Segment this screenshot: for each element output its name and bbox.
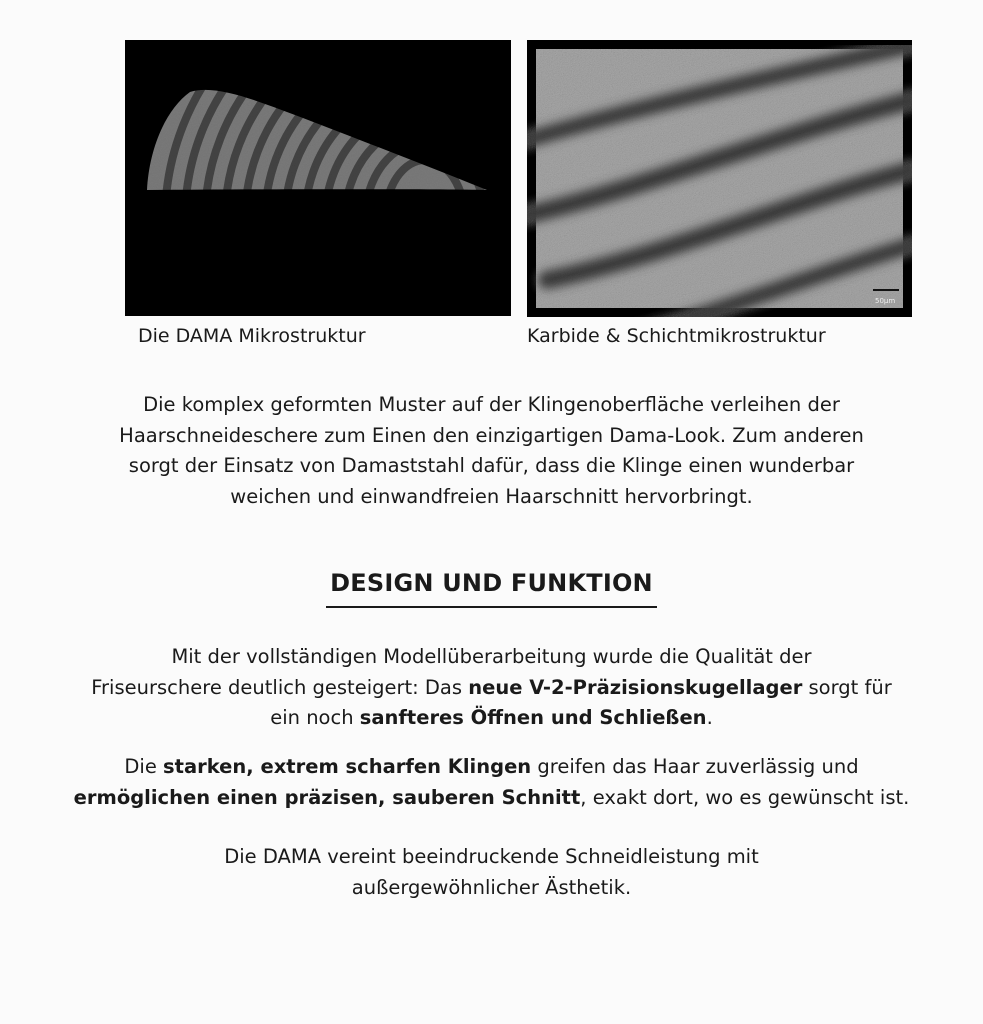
paragraph-line: außergewöhnlicher Ästhetik. (351, 875, 632, 899)
carbide-microstructure-image (527, 40, 912, 317)
opening-highlight: sanfteres Öffnen und Schließen (359, 706, 707, 729)
scale-bar-label: 50µm (875, 297, 896, 305)
intro-line: sorgt der Einsatz von Damaststahl dafür, dass die Klinge einen wunderbar (128, 454, 855, 477)
design-paragraph (60, 642, 923, 734)
closing-paragraph (60, 842, 923, 903)
intro-line: Haarschneideschere zum Einen den einzigartigen Dama-Look. Zum anderen (119, 423, 864, 447)
paragraph-line (60, 673, 923, 704)
blades-highlight: starken, extrem scharfen Klingen (163, 755, 532, 778)
section-heading-text: DESIGN UND FUNKTION (326, 566, 657, 608)
microstructure-image (125, 40, 511, 316)
text-run: , exakt dort, wo es gewünscht ist. (580, 785, 910, 809)
paragraph-line (60, 783, 923, 814)
left-figure-caption: Die DAMA Mikrostruktur (138, 325, 366, 347)
text-run: ein noch (270, 706, 360, 729)
intro-paragraph (60, 390, 923, 512)
intro-line: weichen und einwandfreien Haarschnitt hervorbringt. (230, 484, 753, 508)
paragraph-line: Die DAMA vereint beeindruckende Schneidleistung mit (224, 845, 759, 868)
cut-highlight: ermöglichen einen präzisen, sauberen Schnitt (73, 785, 581, 809)
intro-line: Die komplex geformten Muster auf der Klingenoberfläche verleihen der (143, 393, 840, 416)
text-run: sorgt für (802, 675, 892, 699)
paragraph-line (60, 752, 923, 783)
blades-paragraph (60, 752, 923, 813)
text-run: . (706, 706, 713, 729)
right-figure-caption: Karbide & Schichtmikrostruktur (527, 325, 826, 347)
blade-cross-section-graphic (125, 40, 511, 316)
paragraph-line (60, 703, 923, 734)
paragraph-line: Mit der vollständigen Modellüberarbeitung wurde die Qualität der (171, 645, 812, 668)
text-run: greifen das Haar zuverlässig und (531, 755, 859, 778)
carbide-layer-graphic (527, 40, 912, 317)
text-run: Friseurschere deutlich gesteigert: Das (91, 675, 469, 699)
section-heading (0, 566, 983, 608)
text-run: Die (124, 755, 164, 778)
bearing-highlight: neue V-2-Präzisionskugellager (468, 675, 803, 699)
